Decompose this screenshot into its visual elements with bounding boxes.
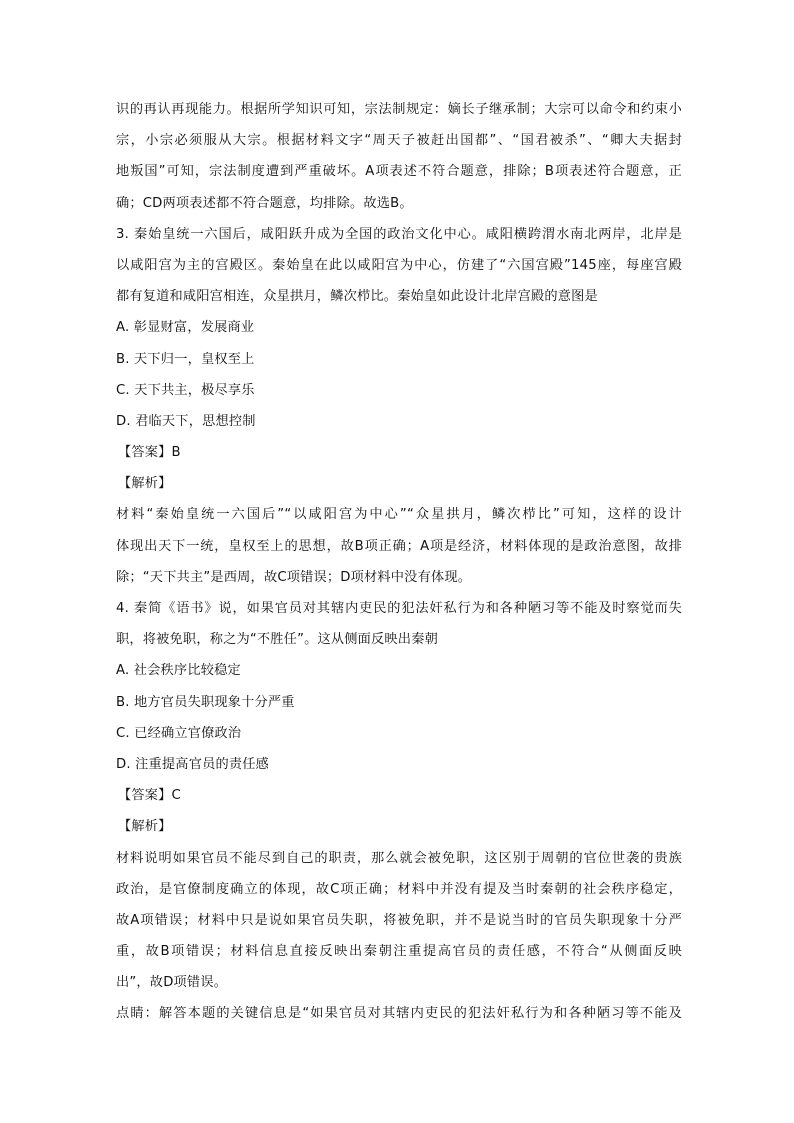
text-line: 地叛国”可知，宗法制度遭到严重破坏。A项表述不符合题意，排除；B项表述符合题意，正 [116,164,682,180]
question-4-analysis: 材料说明如果官员不能尽到自己的职责，那么就会被免职，这区别于周朝的官位世袭的贵族 [116,850,682,866]
question-4-option-a: A. 社会秩序比较稳定 [116,663,241,679]
question-4-stem: 职，将被免职，称之为“不胜任”。这从侧面反映出秦朝 [116,632,438,648]
text-line: 确；CD两项表述都不符合题意，均排除。故选B。 [116,195,413,211]
question-4-option-d: D. 注重提高官员的责任感 [116,756,270,772]
question-3-option-c: C. 天下共主，极尽享乐 [116,382,255,398]
question-3-answer: 【答案】B [118,445,181,461]
question-4-analysis: 重，故B项错误；材料信息直接反映出秦朝注重提高官员的责任感，不符合“从侧面反映 [116,944,682,960]
document-body [116,94,682,1030]
question-4-option-b: B. 地方官员失职现象十分严重 [116,694,295,710]
question-4-option-c: C. 已经确立官僚政治 [116,725,242,741]
question-3-option-a: A. 彰显财富，发展商业 [116,320,255,336]
question-4-analysis-heading: 【解析】 [118,819,172,835]
question-3-analysis: 体现出天下一统，皇权至上的思想，故B项正确；A项是经济，材料体现的是政治意图，故排 [116,538,682,554]
question-3-stem: 都有复道和咸阳宫相连，众星拱月，鳞次栉比。秦始皇如此设计北岸宫殿的意图是 [116,289,598,305]
question-3-analysis: 除；“天下共主”是西周，故C项错误；D项材料中没有体现。 [116,569,472,585]
question-4-note: 点睛：解答本题的关键信息是“如果官员对其辖内吏民的犯法奸私行为和各种陋习等不能及 [116,1006,682,1022]
text-line: 宗，小宗必须服从大宗。根据材料文字“周天子被赶出国都”、“国君被杀”、“卿大夫据封 [116,133,682,149]
question-3-analysis-heading: 【解析】 [118,476,172,492]
question-4-answer: 【答案】C [118,788,181,804]
text-line: 识的再认再现能力。根据所学知识可知，宗法制规定：嫡长子继承制；大宗可以命令和约束小 [116,102,682,117]
question-4-analysis: 出”，故D项错误。 [116,975,228,991]
question-3-stem: 以咸阳宫为主的宫殿区。秦始皇在此以咸阳宫为中心，仿建了“六国宫殿”145座，每座宫殿 [116,257,682,273]
question-3-analysis: 材料“秦始皇统一六国后”“以咸阳宫为中心”“众星拱月，鳞次栉比”可知，这样的设计 [116,507,682,523]
question-3-option-b: B. 天下归一，皇权至上 [116,351,255,367]
question-4-stem: 4. 秦简《语书》说，如果官员对其辖内吏民的犯法奸私行为和各种陋习等不能及时察觉而失 [116,601,682,616]
question-4-analysis: 政治，是官僚制度确立的体现，故C项正确；材料中并没有提及当时秦朝的社会秩序稳定， [116,881,682,897]
question-3-option-d: D. 君临天下，思想控制 [116,413,256,429]
question-3-stem: 3. 秦始皇统一六国后，咸阳跃升成为全国的政治文化中心。咸阳横跨渭水南北两岸，北岸是 [116,226,682,242]
question-4-analysis: 故A项错误；材料中只是说如果官员失职，将被免职，并不是说当时的官员失职现象十分严 [116,912,682,928]
